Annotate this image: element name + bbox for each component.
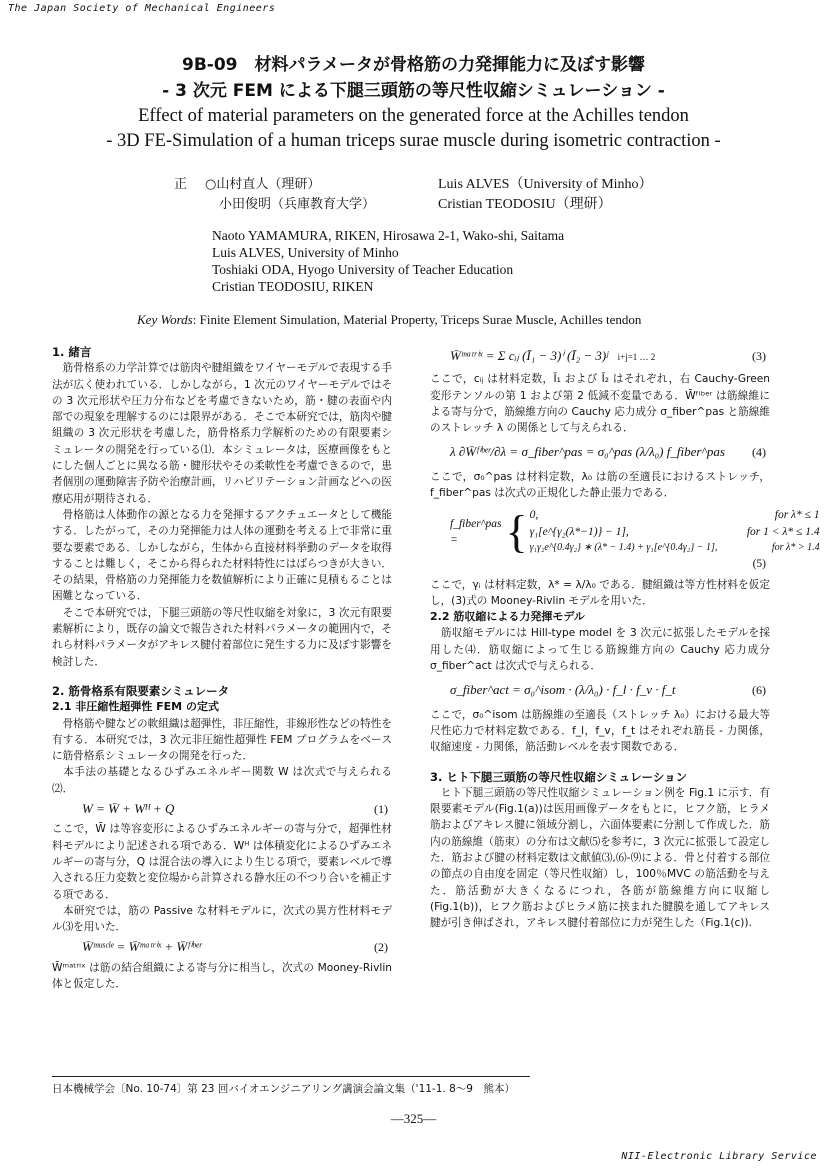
author-en-1: Luis ALVES（University of Minho）: [438, 177, 653, 192]
equation-6-number: (6): [752, 683, 766, 698]
subtitle-english: - 3D FE-Simulation of a human triceps surae muscle during isometric contraction -: [106, 131, 721, 151]
paragraph: ここで，σ₀^isom は筋線維の至適長（ストレッチ λ₀）における最大等尺性応力で材料定数である．f_l，f_v，f_t はそれぞれ筋長 - 力関係，収縮速度 - 力関係，筋活動レベルを表す関数である．: [430, 708, 770, 754]
equation-6: [430, 674, 770, 706]
author-ja-2: 小田俊明（兵庫教育大学）: [219, 197, 376, 212]
member-mark: 正: [174, 177, 188, 192]
paragraph: ここで，W̄ は等容変形によるひずみエネルギーの寄与分で，超弾性材料モデルにより記述される項である．Wᴴ は体積変化によるひずみエネルギーの寄与分，Q は混合法の導入により生じる項で，要素レベルで導入される圧力変数と変位場から計算される静水圧の不つり合いを補正する項である．: [52, 823, 392, 901]
paragraph: ここで，σ₀^pas は材料定数，λ₀ は筋の至適長におけるストレッチ，f_fiber^pas は次式の正規化した静止張力である．: [430, 470, 770, 500]
paragraph: 骨格筋や腱などの軟組織は超弾性，非圧縮性，非線形性などの特性を有する．本研究では，3 次元非圧縮性超弾性 FEM プログラムをベースに筋骨格系シミュレータの開発を行った．: [52, 717, 392, 763]
right-column: [430, 344, 820, 932]
equation-5-case: 0,: [529, 509, 539, 522]
paragraph: 本手法の基礎となるひずみエネルギー関数 W は次式で与えられる⑵．: [52, 766, 392, 795]
equation-1-number: (1): [374, 802, 388, 817]
equation-5-condition: for 1 < λ* ≤ 1.4: [746, 525, 820, 538]
paragraph: ここで，γᵢ は材料定数，λ* = λ/λ₀ である．腱組織は等方性材料を仮定し，(3)式の Mooney-Rivlin モデルを用いた．: [430, 578, 770, 607]
paragraph: 本研究では，筋の Passive な材料モデルに，次式の異方性材料モデル⑶を用いた．: [52, 904, 392, 934]
proceedings-note: 日本機械学会〔No. 10-74〕第 23 回バイオエンジニアリング講演会論文集（'11-1. 8～9 熊本）: [52, 1083, 515, 1095]
paragraph: W̄ᵐᵃᵗʳⁱˣ は筋の結合組織による寄与分に相当し，次式の Mooney-Rivlin 体と仮定した．: [52, 961, 392, 990]
page-number: ―325―: [390, 1111, 437, 1126]
section-2-heading: 2. 筋骨格系有限要素シミュレータ: [52, 683, 230, 698]
paragraph: 筋骨格系の力学計算では筋肉や腱組織をワイヤーモデルで表現する手法が広く使われている．しかしながら，1 次元のワイヤーモデルではその 3 次元形状や圧力分布などを考慮できないため，筋・腱の表面や内部での現象を理解するのには限界がある．そこで本研究では，筋肉や腱組織の 3 次元形状を考慮した，筋骨格系力学解析のための有限要素シミュレータの開発を行っている⑴．本シミュレータは，医療画像をもとにした個人ごとに異なる筋・腱形状やその柔軟性を考慮できるので，患者個別の運動障害予防や治療計画，リハビリテーション計画などへの医療応用が期待される．: [52, 362, 392, 505]
equation-3-number: (3): [752, 349, 766, 363]
equation-3-sum-range: i+j=1 … 2: [617, 352, 656, 362]
affiliation-block: [212, 227, 564, 295]
equation-5-case: γ₁γ₂e^{0.4γ₂} ∗ (λ* − 1.4) + γ₁[e^{0.4γ₂} − 1],: [529, 541, 718, 553]
equation-5: f_fiber^pas = { 0, for λ* ≤ 1 γ₁[e^{γ₂(λ*−1)} − 1], for 1 < λ* ≤ 1.4 γ₁γ₂e^{0.4γ₂} ∗ (λ* − 1.4) + γ₁[e^{0.4γ₂} − 1], for λ* > 1.4 (5): [430, 501, 770, 576]
equation-5-condition: for λ* > 1.4: [771, 541, 820, 553]
equation-1-body: W = W̄ + Wᴴ + Q: [82, 801, 175, 817]
equation-1: [52, 797, 392, 821]
affiliation-line: Naoto YAMAMURA, RIKEN, Hirosawa 2-1, Wako-shi, Saitama: [212, 228, 565, 243]
paragraph: ヒト下腿三頭筋の等尺性収縮シミュレーション例を Fig.1 に示す．有限要素モデル(Fig.1(a))は医用画像データをもとに，ヒフク筋，ヒラメ筋およびアキレス腱に領域分割し，六面体要素に分割して作成した．筋内の筋線維（筋束）の分布は文献⑸を参考に，3 次元に拡張して設定した．筋および腱の材料定数は文献値⑶,⑹-⑼による．骨と付着する部位の節点の自由度を固定（等尺性収縮）し，100％MVC の筋活動を与えた．筋活動が大きくなるにつれ，各筋が筋線維方向に収縮し(Fig.1(b))，ヒフク筋およびヒラメ筋に挟まれた腱膜を通してアキレス腱が引き伸ばされ，アキレス腱付着部位に力が発生した（Fig.1(c)).: [430, 786, 770, 930]
subtitle-japanese: - 3 次元 FEM による下腿三頭筋の等尺性収縮シミュレーション -: [162, 81, 665, 101]
society-header: The Japan Society of Mechanical Engineers: [8, 3, 276, 14]
author-en-2: Cristian TEODOSIU（理研）: [438, 197, 612, 212]
title-japanese: 9B-09 材料パラメータが骨格筋の力発揮能力に及ぼす影響: [182, 55, 645, 75]
footer-rule: [52, 1076, 530, 1077]
keywords: [137, 312, 641, 328]
equation-5-lhs: f_fiber^pas =: [450, 517, 502, 546]
equation-3: [430, 344, 770, 371]
equation-5-condition: for λ* ≤ 1: [774, 509, 820, 522]
section-2-1-heading: 2.1 非圧縮性超弾性 FEM の定式: [52, 700, 219, 714]
keywords-label: Key Words: [137, 312, 193, 327]
equation-5-number: (5): [752, 558, 766, 571]
equation-4-number: (4): [752, 445, 766, 460]
equation-5-case: γ₁[e^{γ₂(λ*−1)} − 1],: [529, 525, 629, 538]
equation-3-body: W̄ᵐᵃᵗʳⁱˣ = Σ cᵢⱼ (Ī₁ − 3)ⁱ (Ī₂ − 3)ʲ: [450, 348, 609, 363]
equation-2-number: (2): [374, 940, 388, 955]
author-ja-1: ○山村直人（理研）: [205, 177, 321, 192]
equation-4-body: λ ∂W̄ᶠⁱᵇᵉʳ/∂λ = σ_fiber^pas = σ₀^pas (λ/λ₀) f_fiber^pas: [450, 444, 725, 460]
paragraph: 骨格筋は人体動作の源となる力を発揮するアクチュエータとして機能する．したがって，その力発揮能力は人体の運動を考える上で非常に重要な要素である．しかしながら，生体から直接材料挙動のデータを取得することは難しく，そこから得られた材料特性にはばらつきが大きい．その結果，骨格筋の力発揮能力を数値解析により正確に見積もることは困難となっている．: [52, 508, 392, 603]
paragraph: 筋収縮モデルには Hill-type model を 3 次元に拡張したモデルを採用した⑷．筋収縮によって生じる筋線維方向の Cauchy 応力成分 σ_fiber^act は次式で与えられる．: [430, 627, 770, 673]
section-3-heading: 3. ヒト下腿三頭筋の等尺性収縮シミュレーション: [430, 769, 688, 784]
affiliation-line: Toshiaki ODA, Hyogo University of Teacher Education: [212, 262, 514, 277]
section-2-2-heading: 2.2 筋収縮による力発揮モデル: [430, 610, 585, 624]
equation-2: [52, 935, 392, 959]
keywords-text: : Finite Element Simulation, Material Property, Triceps Surae Muscle, Achilles tendon: [192, 312, 642, 327]
affiliation-line: Cristian TEODOSIU, RIKEN: [212, 279, 374, 294]
title-english: Effect of material parameters on the generated force at the Achilles tendon: [138, 106, 689, 126]
equation-4: [430, 436, 770, 468]
left-column: [52, 344, 392, 992]
affiliation-line: Luis ALVES, University of Minho: [212, 245, 399, 260]
equation-6-body: σ_fiber^act = σ₀^isom · (λ/λ₀) · f_l · f_v · f_t: [450, 682, 676, 698]
section-1-heading: 1. 緒言: [52, 345, 92, 359]
paragraph: そこで本研究では，下腿三頭筋の等尺性収縮を対象に，3 次元有限要素解析により，既存の論文で報告された材料パラメータの範囲内で，それら材料パラメータがアキレス腱付着部位に発生する力に及ぼす影響を検討した．: [52, 606, 392, 668]
equation-2-body: W̄ᵐᵘˢᶜˡᵉ = W̄ᵐᵃᵗʳⁱˣ + W̄ᶠⁱᵇᵉʳ: [82, 939, 202, 955]
nii-footer: NII-Electronic Library Service: [621, 1151, 817, 1162]
paragraph: ここで，cᵢⱼ は材料定数，Ī₁ および Ī₂ はそれぞれ，右 Cauchy-Green 変形テンソルの第 1 および第 2 低減不変量である．W̄ᶠⁱᵇᵉʳ は筋線維による寄与分で，筋線維方向の Cauchy 応力成分 σ_fiber^pas と筋線維のストレッチ λ の関係として与えられる．: [430, 373, 770, 435]
